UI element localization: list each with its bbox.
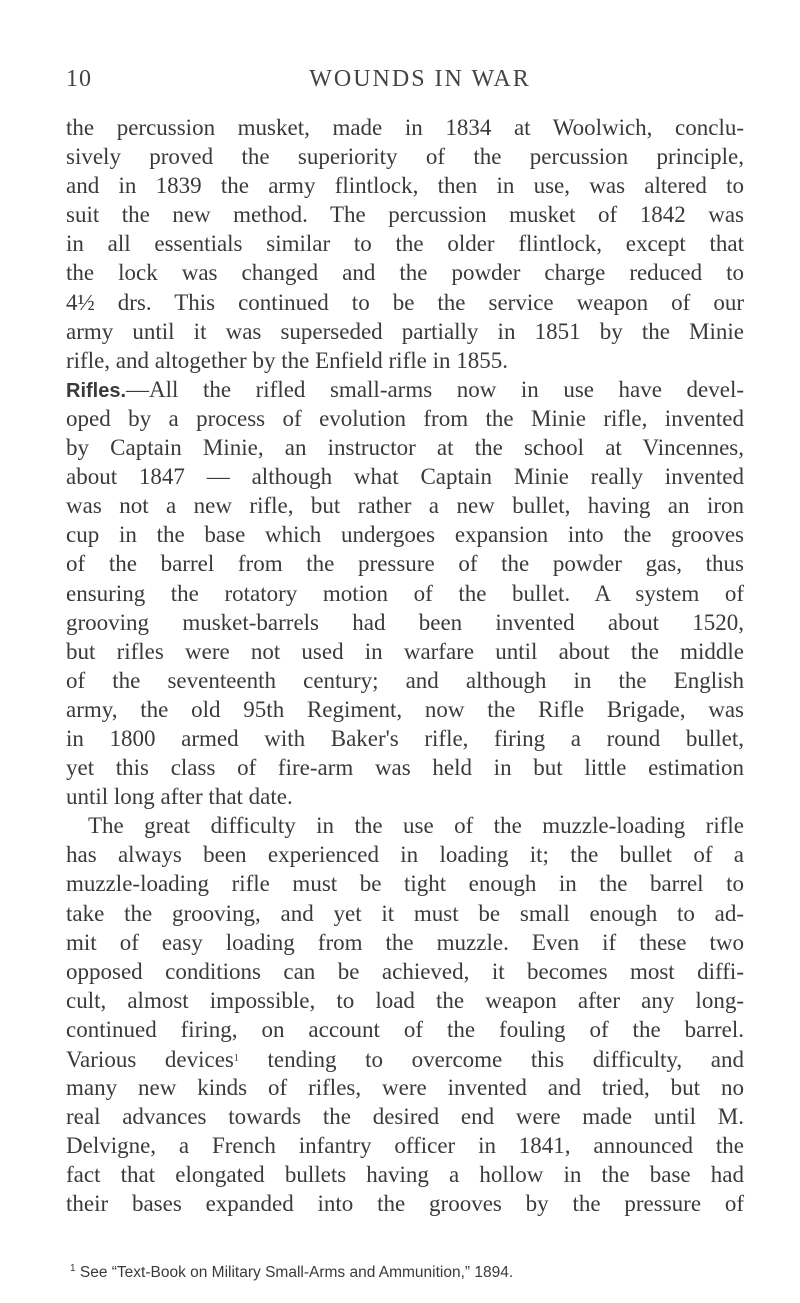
text-line: rifle, and altogether by the Enfield rifle in 1855. bbox=[66, 347, 508, 373]
text-line: about 1847 — although what Captain Minie really invented bbox=[66, 464, 744, 490]
text-line: by Captain Minie, an instructor at the school at Vincennes, bbox=[66, 435, 744, 461]
text-line: army, the old 95th Regiment, now the Rifle Brigade, was bbox=[66, 696, 744, 722]
text-line: until long after that date. bbox=[66, 784, 293, 810]
text-line: in 1800 armed with Baker's rifle, firing a round bullet, bbox=[66, 725, 744, 751]
text-line: fact that elongated bullets having a hollow in the base had bbox=[66, 1162, 744, 1188]
text-line: the lock was changed and the powder charge reduced to bbox=[66, 260, 744, 286]
text-line bbox=[66, 375, 744, 404]
text-line: cult, almost impossible, to load the weapon after any long- bbox=[66, 987, 744, 1013]
footnote-reference[interactable]: 1 bbox=[233, 1053, 239, 1064]
text-line: of the seventeenth century; and although in the English bbox=[66, 667, 744, 693]
text-line: suit the new method. The percussion musket of 1842 was bbox=[66, 202, 744, 228]
text-line: continued firing, on account of the fouling of the barrel. bbox=[66, 1016, 744, 1042]
page-number: 10 bbox=[66, 66, 92, 92]
text-line: yet this class of fire-arm was held in but little estimation bbox=[66, 755, 744, 781]
text-line: of the barrel from the pressure of the powder gas, thus bbox=[66, 551, 744, 577]
text-line: grooving musket-barrels had been invented about 1520, bbox=[66, 609, 744, 635]
text-line: ensuring the rotatory motion of the bullet. A system of bbox=[66, 580, 744, 606]
text-line: was not a new rifle, but rather a new bullet, having an iron bbox=[66, 493, 744, 519]
text-line: but rifles were not used in warfare until about the middle bbox=[66, 638, 744, 664]
text-line: The great difficulty in the use of the muzzle-loading rifle bbox=[88, 813, 744, 839]
text-line: real advances towards the desired end were made until M. bbox=[66, 1104, 744, 1130]
text-line: take the grooving, and yet it must be small enough to ad- bbox=[66, 900, 744, 926]
footnote bbox=[70, 1263, 760, 1282]
text-line: opposed conditions can be achieved, it becomes most diffi- bbox=[66, 958, 744, 984]
text-line: army until it was superseded partially in 1851 by the Minie bbox=[66, 318, 744, 344]
text-line: has always been experienced in loading it; the bullet of a bbox=[66, 842, 744, 868]
text-line: their bases expanded into the grooves by the pressure of bbox=[66, 1191, 744, 1217]
text-line: oped by a process of evolution from the Minie rifle, invented bbox=[66, 405, 744, 431]
text-line: mit of easy loading from the muzzle. Even if these two bbox=[66, 929, 744, 955]
text-line: sively proved the superiority of the percussion principle, bbox=[66, 144, 744, 170]
text-line bbox=[66, 1044, 744, 1073]
text-line: many new kinds of rifles, were invented and tried, but no bbox=[66, 1075, 744, 1101]
text-line: Delvigne, a French infantry officer in 1841, announced the bbox=[66, 1133, 744, 1159]
footnote-text: See “Text-Book on Military Small-Arms and Ammunition,” 1894. bbox=[75, 1264, 514, 1281]
text-line: the percussion musket, made in 1834 at Woolwich, conclu- bbox=[66, 115, 744, 140]
section-heading-rifles: Rifles. bbox=[66, 379, 127, 402]
text-line: and in 1839 the army flintlock, then in use, was altered to bbox=[66, 173, 744, 199]
text-line: cup in the base which undergoes expansion into the grooves bbox=[66, 522, 744, 548]
running-head bbox=[0, 66, 800, 96]
text-fragment: —All the rifled small-arms now in use have devel- bbox=[126, 376, 744, 402]
text-line: 4½ drs. This continued to be the service weapon of our bbox=[66, 289, 744, 315]
text-fragment: Various devices bbox=[66, 1047, 234, 1072]
text-fragment: tending to overcome this difficulty, and bbox=[238, 1047, 744, 1072]
text-line: muzzle-loading rifle must be tight enough in the barrel to bbox=[66, 871, 744, 897]
running-title: WOUNDS IN WAR bbox=[309, 66, 531, 92]
footnote-marker: 1 bbox=[70, 1263, 76, 1274]
body-text bbox=[66, 113, 744, 1219]
text-line: in all essentials similar to the older flintlock, except that bbox=[66, 231, 744, 257]
